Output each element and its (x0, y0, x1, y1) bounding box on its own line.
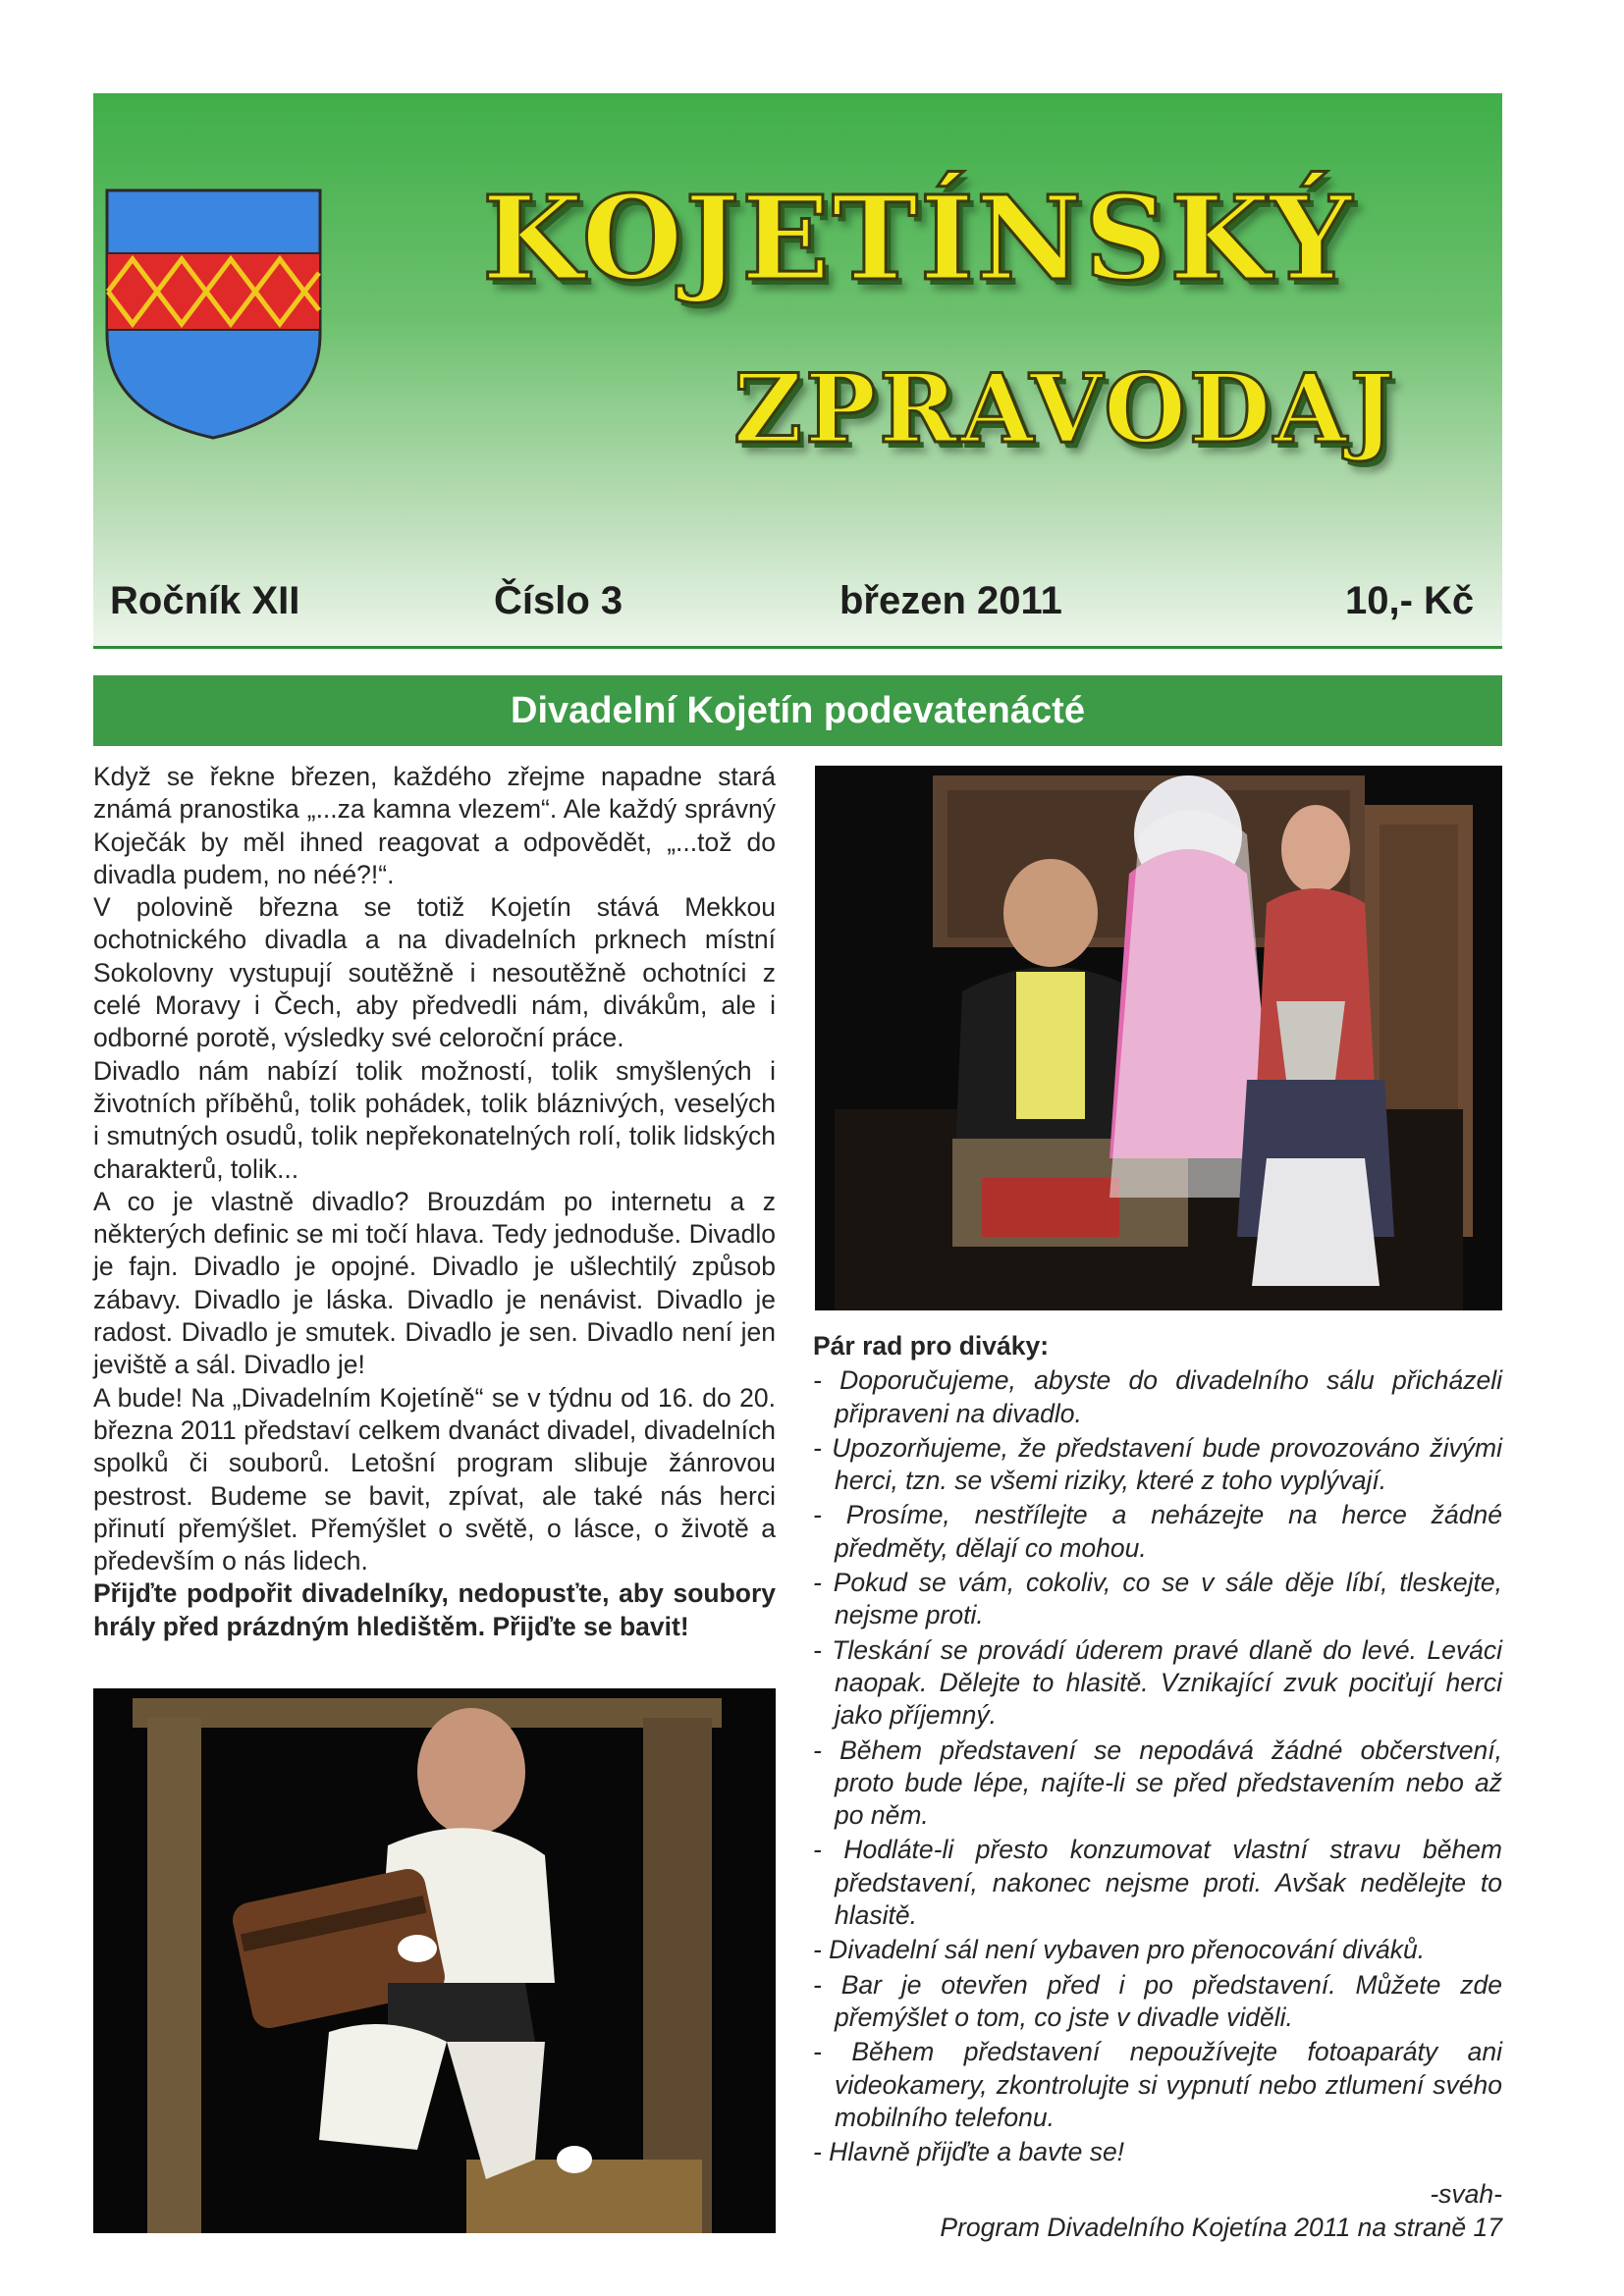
article-paragraph: Když se řekne březen, každého zřejme napadne stará známá pranostika „...za kamna vlezem“. Ale každý správný Koječák by měl ihned reagovat a odpovědět, „...tož do divadla pudem, no néé?!“. (93, 762, 776, 889)
masthead (93, 93, 1502, 648)
stage-photo-actors-graphic (815, 766, 1502, 1310)
issue-number: Číslo 3 (494, 579, 623, 622)
tips-item: - Doporučujeme, abyste do divadelního sálu přicházeli připraveni na divadlo. (813, 1365, 1502, 1428)
tips-section (813, 1330, 1502, 2244)
article-paragraph: V polovině března se totiž Kojetín stává Mekkou ochotnického divadla a na divadelních prknech místní Sokolovny vystupují soutěžně i nesoutěžně ochotníci z celé Moravy i Čech, aby předvedli nám, divákům, ale i odborné porotě, výsledky své celoroční práce. (93, 892, 776, 1053)
tips-item: - Pokud se vám, cokoliv, co se v sále děje líbí, tleskejte, nejsme proti. (813, 1568, 1502, 1630)
tips-item: - Prosíme, nestřílejte a neházejte na herce žádné předměty, dělají co mohou. (813, 1500, 1502, 1563)
article-paragraph: A bude! Na „Divadelním Kojetíně“ se v týdnu od 16. do 20. března 2011 představí celkem dvanáct divadel, divadelních spolků či souborů. Letošní program slibuje žánrovou pestrost. Budeme se bavit, zpívat, ale také nás herci přinutí přemýšlet. Přemýšlet o světě, o lásce, o životě a především o nás lidech. (93, 1382, 776, 1576)
tips-item: - Tleskání se provádí úderem pravé dlaně do levé. Leváci naopak. Dělejte to hlasitě. Vznikající zvuk pociťují herci jako příjemný. (813, 1634, 1502, 1731)
article-headline: Divadelní Kojetín podevatenácté (93, 675, 1502, 746)
stage-photo-actor-chest (93, 1688, 776, 2233)
masthead-title: KOJETÍNSKÝ (482, 170, 1354, 306)
tips-item: - Bar je otevřen před i po představení. Můžete zde přemýšlet o tom, co jste v divadle viděli. (813, 1969, 1502, 2032)
tips-list (813, 1364, 1502, 2168)
article-paragraph: A co je vlastně divadlo? Brouzdám po internetu a z některých definic se mi točí hlava. Tedy jednoduše. Divadlo je fajn. Divadlo je opojné. Divadlo je ušlechtilý způsob zábavy. Divadlo je láska. Divadlo je nenávist. Divadlo je radost. Divadlo je smutek. Divadlo je sen. Divadlo není jen jeviště a sál. Divadlo je! (93, 1186, 776, 1380)
tips-item: - Divadelní sál není vybaven pro přenocování diváků. (813, 1935, 1426, 1965)
tips-item: - Hodláte-li přesto konzumovat vlastní stravu během představení, nakonec nejsme proti. Avšak nedělejte to hlasitě. (813, 1835, 1502, 1931)
article-body (93, 761, 776, 1643)
volume-label: Ročník XII (110, 579, 300, 622)
tips-item: - Upozorňujeme, že představení bude provozováno živými herci, tzn. se všemi riziky, které z toho vyplývají. (813, 1432, 1502, 1496)
masthead-subtitle: ZPRAVODAJ (732, 353, 1398, 464)
article-closing: Přijďte podpořit divadelníky, nedopusťte, aby soubory hrály před prázdným hledištěm. Přijďte se bavit! (93, 1578, 776, 1641)
issue-date: březen 2011 (839, 579, 1062, 622)
masthead-divider (93, 646, 1502, 649)
town-crest-icon (103, 187, 324, 442)
stage-photo-actor-chest-graphic (93, 1688, 776, 2233)
author-signature: -svah- (1430, 2179, 1502, 2210)
tips-item: - Během představení nepoužívejte fotoaparáty ani videokamery, zkontrolujte si vypnutí nebo ztlumení svého mobilního telefonu. (813, 2037, 1502, 2132)
program-reference: Program Divadelního Kojetína 2011 na straně 17 (940, 2212, 1502, 2242)
tips-item: - Během představení se nepodává žádné občerstvení, proto bude lépe, najíte-li se před představením nebo až po něm. (813, 1735, 1502, 1831)
article-paragraph: Divadlo nám nabízí tolik možností, tolik smyšlených i životních příběhů, tolik pohádek, tolik bláznivých, veselých i smutných osudů, tolik nepřekonatelných rolí, tolik lidských charakterů, tolik... (93, 1055, 776, 1184)
issue-price: 10,- Kč (1345, 579, 1475, 622)
tips-title: Pár rad pro diváky: (813, 1331, 1050, 1361)
stage-photo-actors (815, 766, 1502, 1310)
tips-item: - Hlavně přijďte a bavte se! (813, 2137, 1125, 2167)
